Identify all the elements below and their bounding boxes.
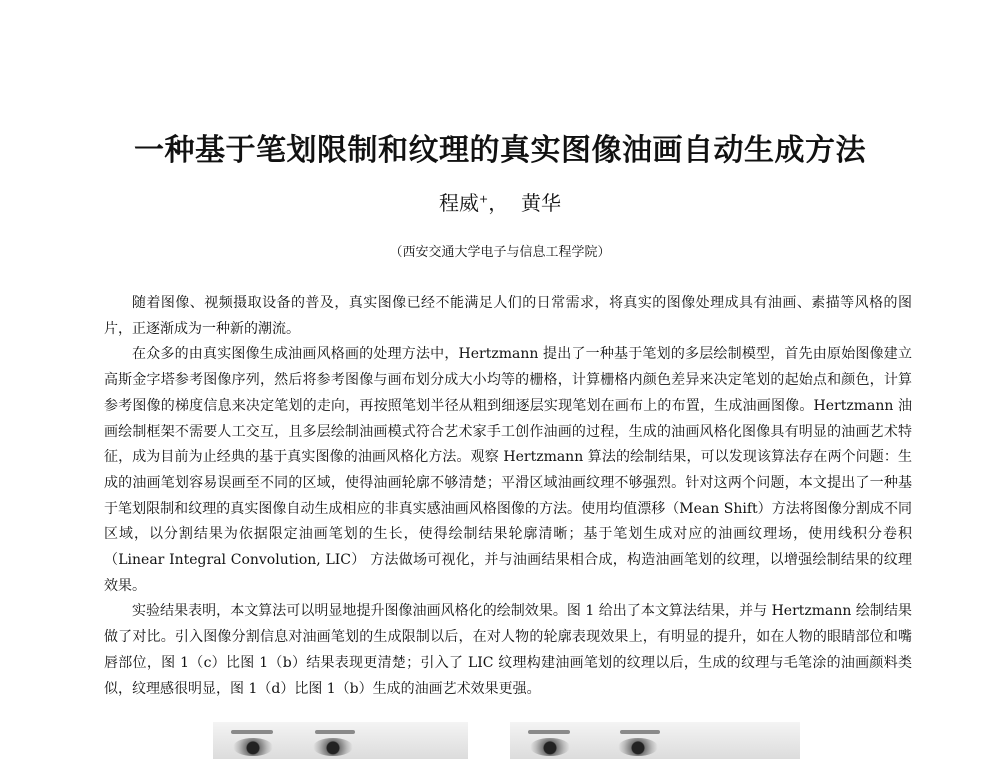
author-1: 程威 (439, 191, 480, 215)
corresponding-mark: + (479, 192, 489, 206)
figure-image-1 (213, 722, 468, 759)
affiliation: （西安交通大学电子与信息工程学院） (389, 245, 611, 260)
paper-title: 一种基于笔划限制和纹理的真实图像油画自动生成方法 (134, 133, 866, 168)
author-line (0, 187, 1000, 216)
eye-icon (313, 738, 353, 756)
author-2: 黄华 (520, 191, 561, 215)
paragraph-2: 在众多的由真实图像生成油画风格画的处理方法中，Hertzmann 提出了一种基于笔划的多层绘制模型，首先由原始图像建立高斯金字塔参考图像序列，然后将参考图像与画布划分成大小均等的栅格，计算栅格内颜色差异来决定笔划的起始点和颜色，计算参考图像的梯度信息来决定笔划的走向，再按照笔划半径从粗到细逐层实现笔划在画布上的布置，生成油画图像。Hertzmann 油画绘制框架不需要人工交互，且多层绘制油画模式符合艺术家手工创作油画的过程，生成的油画风格化图像具有明显的油画艺术特征，成为目前为止经典的基于真实图像的油画风格化方法。观察 Hertzmann 算法的绘制结果，可以发现该算法存在两个问题：生成的油画笔划容易误画至不同的区域，使得油画轮廓不够清楚；平滑区域油画纹理不够强烈。针对这两个问题，本文提出了一种基于笔划限制和纹理的真实图像自动生成相应的非真实感油画风格图像的方法。使用均值漂移（Mean Shift）方法将图像分割成不同区域，以分割结果为依据限定油画笔划的生长，使得绘制结果轮廓清晰；基于笔划生成对应的油画纹理场，使用线积分卷积（Linear Integral Convolution, LIC） 方法做场可视化，并与油画结果相合成，构造油画笔划的纹理，以增强绘制结果的纹理效果。 (104, 346, 912, 594)
paragraph-1: 随着图像、视频摄取设备的普及，真实图像已经不能满足人们的日常需求，将真实的图像处理成具有油画、素描等风格的图片，正逐渐成为一种新的潮流。 (104, 295, 912, 337)
paragraph-3: 实验结果表明，本文算法可以明显地提升图像油画风格化的绘制效果。图 1 给出了本文算法结果，并与 Hertzmann 绘制结果做了对比。引入图像分割信息对油画笔划的生成限制以后，在对人物的轮廓表现效果上，有明显的提升，如在人物的眼睛部位和嘴唇部位，图 1（c）比图 1（b）结果表现更清楚；引入了 LIC 纹理构建油画笔划的纹理以后，生成的纹理与毛笔涂的油画颜料类似，纹理感很明显，图 1（d）比图 1（b）生成的油画艺术效果更强。 (104, 603, 912, 697)
abstract-body (104, 291, 912, 702)
eye-icon (530, 738, 570, 756)
eye-icon (233, 738, 273, 756)
eye-icon (618, 738, 658, 756)
author-separator: ， (488, 191, 509, 215)
figure-image-2 (510, 722, 800, 759)
